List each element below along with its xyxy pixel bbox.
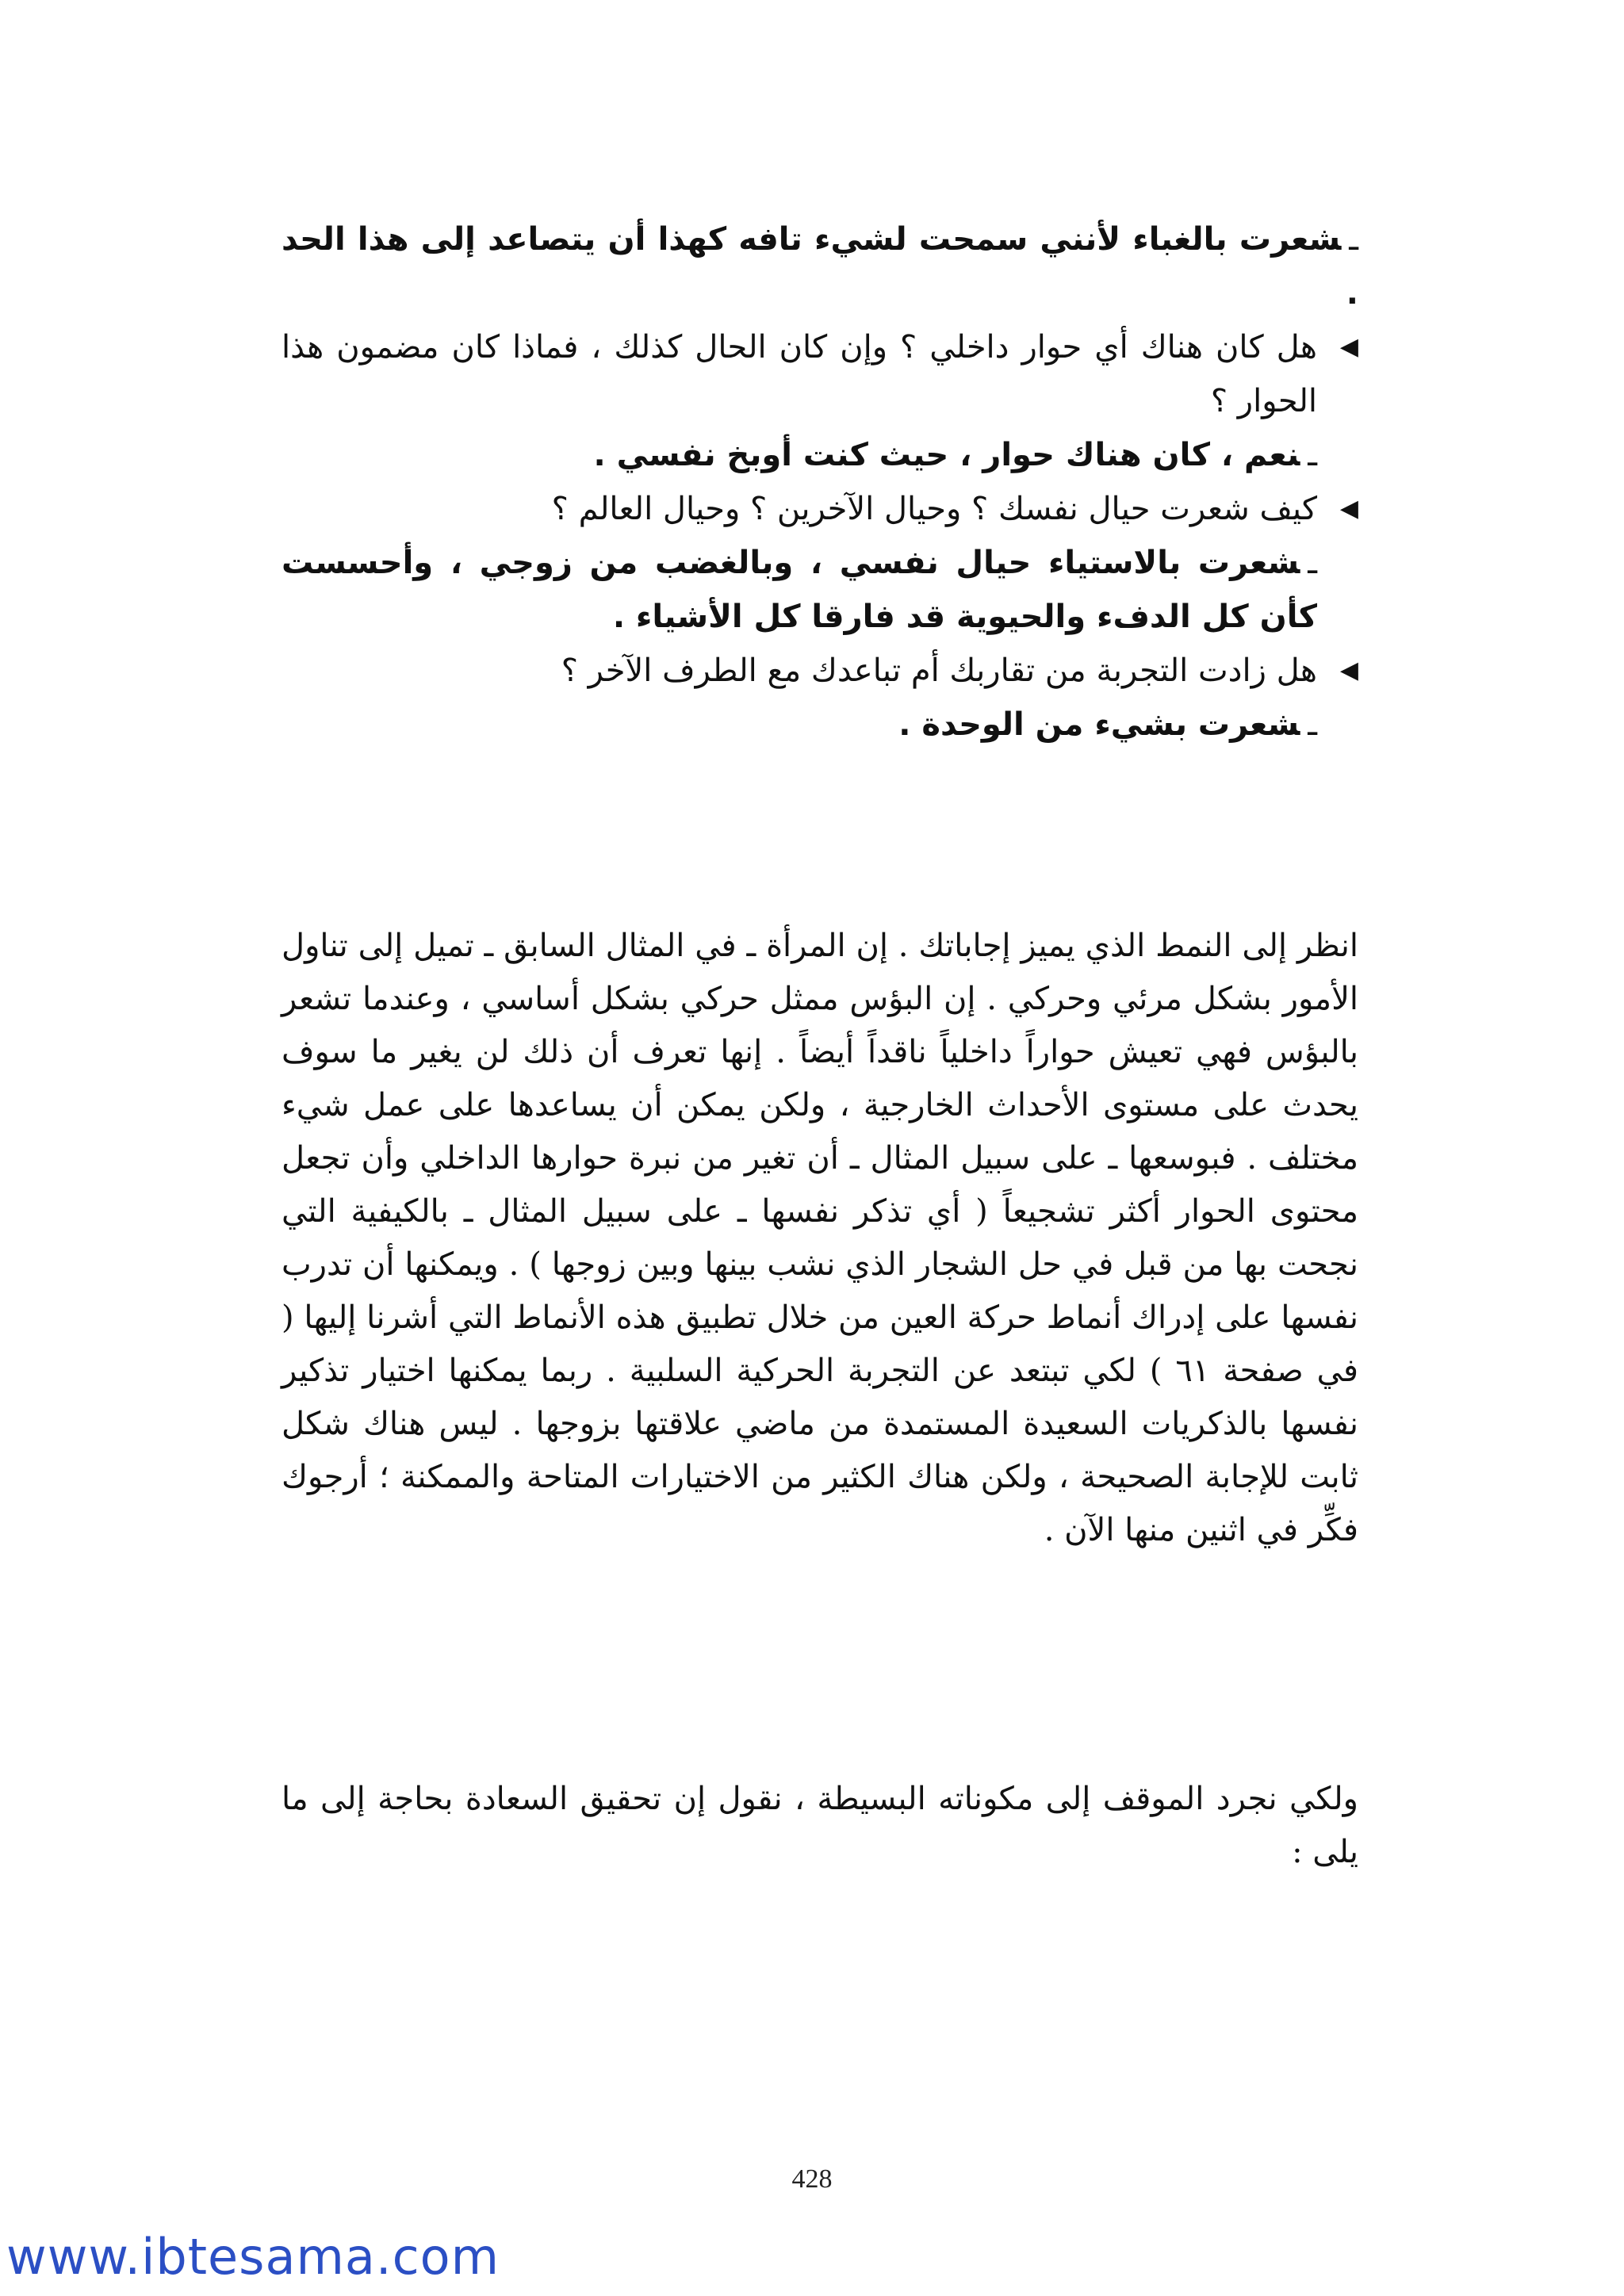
- answer-3-text: شعرت بالاستياء حيال نفسي ، وبالغضب من زوجي ، وأحسست كأن كل الدفء والحيوية قد فارقا كل الأشياء .: [282, 545, 1317, 635]
- page-number: 428: [791, 2164, 833, 2194]
- site-watermark: www.ibtesama.com: [6, 2228, 500, 2286]
- question-1: [282, 320, 1358, 428]
- triangle-bullet-icon: ◀: [1339, 656, 1358, 684]
- body-paragraph-2: ولكي نجرد الموقف إلى مكوناته البسيطة ، نقول إن تحقيق السعادة بحاجة إلى ما يلى :: [282, 1781, 1358, 1870]
- triangle-bullet-icon: ◀: [1339, 333, 1358, 361]
- answer-4-text: شعرت بشيء من الوحدة .: [898, 706, 1300, 743]
- triangle-bullet-icon: ◀: [1339, 495, 1358, 522]
- answer-2: [282, 428, 1358, 482]
- dash-mark: ـ: [1308, 545, 1317, 581]
- answer-1-text: شعرت بالغباء لأنني سمحت لشيء تافه كهذا أن يتصاعد إلى هذا الحد .: [282, 221, 1358, 312]
- question-3-text: هل زادت التجربة من تقاربك أم تباعدك مع الطرف الآخر ؟: [561, 652, 1317, 689]
- answer-3: [282, 536, 1358, 644]
- question-1-text: هل كان هناك أي حوار داخلي ؟ وإن كان الحال كذلك ، فماذا كان مضمون هذا الحوار ؟: [282, 329, 1317, 419]
- dash-mark: ـ: [1308, 706, 1317, 743]
- answer-1: [282, 212, 1358, 320]
- question-2-text: كيف شعرت حيال نفسك ؟ وحيال الآخرين ؟ وحيال العالم ؟: [551, 491, 1317, 527]
- dash-mark: ـ: [1349, 221, 1358, 258]
- body-paragraph-1: انظر إلى النمط الذي يميز إجاباتك . إن المرأة ـ في المثال السابق ـ تميل إلى تناول الأمور بشكل مرئي وحركي . إن البؤس ممثل حركي بشكل أساسي ، وعندما تشعر بالبؤس فهي تعيش حواراً داخلياً ناقداً أيضاً . إنها تعرف أن ذلك لن يغير ما سوف يحدث على مستوى الأحداث الخارجية ، ولكن يمكن أن يساعدها على عمل شيء مختلف . فبوسعها ـ على سبيل المثال ـ أن تغير من نبرة حوارها الداخلي وأن تجعل محتوى الحوار أكثر تشجيعاً ( أي تذكر نفسها ـ على سبيل المثال ـ بالكيفية التي نجحت بها من قبل في حل الشجار الذي نشب بينها وبين زوجها ) . ويمكنها أن تدرب نفسها على إدراك أنماط حركة العين من خلال تطبيق هذه الأنماط التي أشرنا إليها ( في صفحة ٦١ ) لكي تبتعد عن التجربة الحركية السلبية . ربما يمكنها اختيار تذكير نفسها بالذكريات السعيدة المستمدة من ماضي علاقتها بزوجها . ليس هناك شكل ثابت للإجابة الصحيحة ، ولكن هناك الكثير من الاختيارات المتاحة والممكنة ؛ أرجوك فكِّر في اثنين منها الآن .: [282, 928, 1359, 1548]
- question-2: [282, 482, 1358, 536]
- answer-4: [282, 698, 1358, 752]
- answer-2-text: نعم ، كان هناك حوار ، حيث كنت أوبخ نفسي .: [593, 437, 1300, 473]
- dash-mark: ـ: [1308, 437, 1317, 473]
- qa-section: [282, 212, 1358, 752]
- question-3: [282, 644, 1358, 698]
